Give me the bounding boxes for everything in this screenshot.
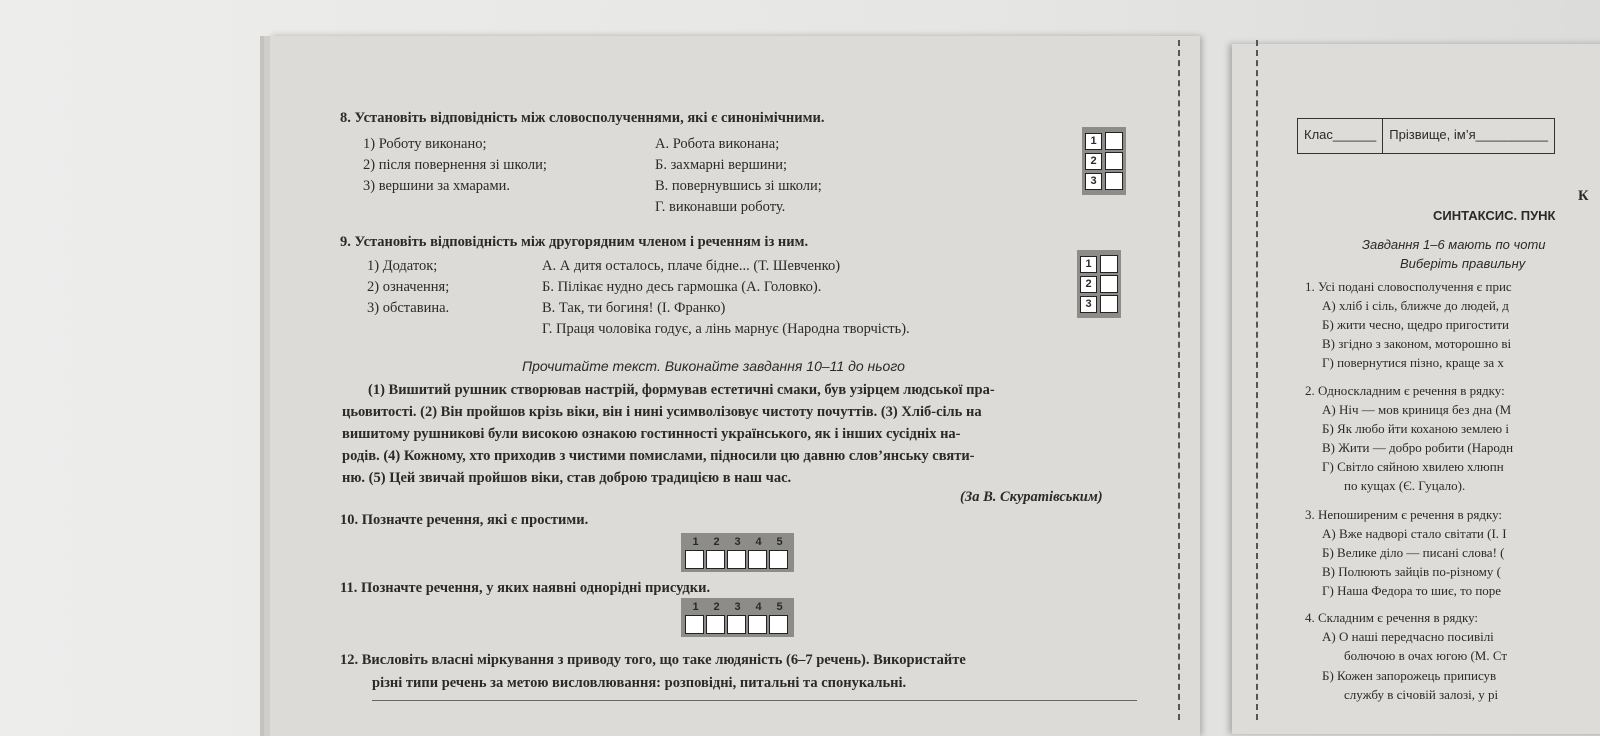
grid-number: 1 [1085,133,1102,150]
q8-right-option: В. повернувшись зі школи; [655,178,822,194]
q9-left-option: 1) Додаток; [367,258,438,274]
rq1-line: Б) жити чесно, щедро пригостити [1322,317,1509,332]
q9-right-option: Б. Пілікає нудно десь гармошка (А. Головко). [542,279,822,295]
rq3-line: 3. Непоширеним є речення в рядку: [1305,507,1503,522]
q8-left-option: 3) вершини за хмарами. [363,178,511,194]
answer-box[interactable] [769,615,788,634]
q12-line: 12. Висловіть власні міркування з приводу того, що таке людяність (6–7 речень). Використайте [340,652,966,668]
q9-right-option: В. Так, ти богиня! (І. Франко) [542,300,726,316]
grid-number: 3 [1080,296,1097,313]
instruction-line: Виберіть правильну [1400,256,1526,271]
grid-number: 4 [755,536,762,548]
reading-line: цьовитості. (2) Він пройшов крізь віки, він і нині усимволізовує чистоту почуттів. (3) Хліб-сіль на [342,404,982,420]
grid-number: 2 [1085,153,1102,170]
q9-answer-grid [1077,250,1121,318]
q8-answer-grid [1082,127,1126,195]
cut-line-right [1256,40,1258,720]
rq2-line: Б) Як любо йти коханою землею і [1322,421,1510,436]
grid-number: 3 [734,536,741,548]
rq1-line: 1. Усі подані словосполучення є прис [1305,279,1512,294]
rq1-line: Г) повернутися пізно, краще за х [1322,355,1504,370]
cut-line-left [1178,40,1180,720]
grid-number: 2 [1080,276,1097,293]
grid-number: 3 [1085,173,1102,190]
grid-number: 1 [692,536,699,548]
rq4-line: А) О наші передчасно посивілі [1322,629,1494,644]
rq2-line: Г) Світло сяйною хвилею хлюпн [1322,459,1504,474]
answer-box[interactable] [727,615,746,634]
answer-box[interactable] [748,550,767,569]
reading-line: вишитому рушникові були високою ознакою гостинності українського, як і інших сусідніх на- [342,426,961,442]
reading-line: родів. (4) Кожному, хто приходив з чистими помислами, підносили цю давню слов’янську святи- [342,448,975,464]
q11-title: 11. Позначте речення, у яких наявні однорідні присудки. [340,580,711,596]
q10-answer-grid [681,533,794,572]
answer-box[interactable] [727,550,746,569]
answer-box[interactable] [1100,255,1118,273]
answer-box[interactable] [1100,275,1118,293]
q12-line: різні типи речень за метою висловлювання: розповідні, питальні та спонукальні. [372,675,907,691]
answer-box[interactable] [1105,132,1123,150]
rq2-line: А) Ніч — мов криниця без дна (М [1322,402,1512,417]
student-header-table [1297,118,1555,154]
answer-box[interactable] [748,615,767,634]
q8-right-option: Г. виконавши роботу. [655,199,786,215]
grid-number: 4 [755,601,762,613]
rq2-line: по кущах (Є. Гуцало). [1344,478,1466,493]
answer-box[interactable] [1100,295,1118,313]
name-field[interactable]: Прізвище, ім’я__________ [1389,127,1548,142]
answer-box[interactable] [685,615,704,634]
q9-left-option: 2) означення; [367,279,450,295]
q11-answer-grid [681,598,794,637]
class-field[interactable]: Клас______ [1298,119,1383,153]
rq2-line: В) Жити — добро робити (Народн [1322,440,1514,455]
q8-title: 8. Установіть відповідність між словосполученнями, які є синонімічними. [340,110,825,126]
answer-box[interactable] [1105,172,1123,190]
grid-number: 5 [776,601,783,613]
rq4-line: 4. Складним є речення в рядку: [1305,610,1479,625]
rq4-line: службу в січовій залозі, у рі [1344,687,1499,702]
answer-box[interactable] [1105,152,1123,170]
grid-number: 5 [776,536,783,548]
rq3-line: Б) Велике діло — писані слова! ( [1322,545,1505,560]
q8-right-option: А. Робота виконана; [655,136,780,152]
rq3-line: В) Полюють зайців по-різному ( [1322,564,1501,579]
q8-left-option: 2) після повернення зі школи; [363,157,547,173]
reading-line: ню. (5) Цей звичай пройшов віки, став доброю традицією в наш час. [342,470,792,486]
answer-box[interactable] [685,550,704,569]
answer-line [372,700,1137,701]
grid-number: 2 [713,601,720,613]
section-title: СИНТАКСИС. ПУНК [1433,208,1556,223]
rq4-line: Б) Кожен запорожець приписув [1322,668,1497,683]
q9-title: 9. Установіть відповідність між другорядним членом і реченням із ним. [340,234,809,250]
grid-number: 2 [713,536,720,548]
rq2-line: 2. Односкладним є речення в рядку: [1305,383,1505,398]
reading-heading: Прочитайте текст. Виконайте завдання 10–11 до нього [522,358,905,374]
instruction-line: Завдання 1–6 мають по чоти [1362,237,1546,252]
answer-box[interactable] [706,615,725,634]
grid-number: 1 [1080,256,1097,273]
rq4-line: болючою в очах югою (М. Ст [1344,648,1508,663]
q9-right-option: А. А дитя осталось, плаче бідне... (Т. Шевченко) [542,258,841,274]
rq3-line: А) Вже надворі стало світати (І. І [1322,526,1507,541]
grid-number: 1 [692,601,699,613]
answer-box[interactable] [769,550,788,569]
answer-box[interactable] [706,550,725,569]
q9-left-option: 3) обставина. [367,300,450,316]
rq1-line: А) хліб і сіль, ближче до людей, д [1322,298,1509,313]
q9-right-option: Г. Праця чоловіка годує, а лінь марнує (Народна творчість). [542,321,910,337]
reading-source: (За В. Скуратівським) [960,489,1103,505]
corner-letter: К [1578,188,1589,204]
rq1-line: В) згідно з законом, моторошно ві [1322,336,1512,351]
grid-number: 3 [734,601,741,613]
q10-title: 10. Позначте речення, які є простими. [340,512,589,528]
q8-left-option: 1) Роботу виконано; [363,136,487,152]
reading-line: (1) Вишитий рушник створював настрій, формував естетичні смаки, був узірцем людської пра- [368,382,995,398]
rq3-line: Г) Наша Федора то шиє, то поре [1322,583,1502,598]
q8-right-option: Б. захмарні вершини; [655,157,788,173]
